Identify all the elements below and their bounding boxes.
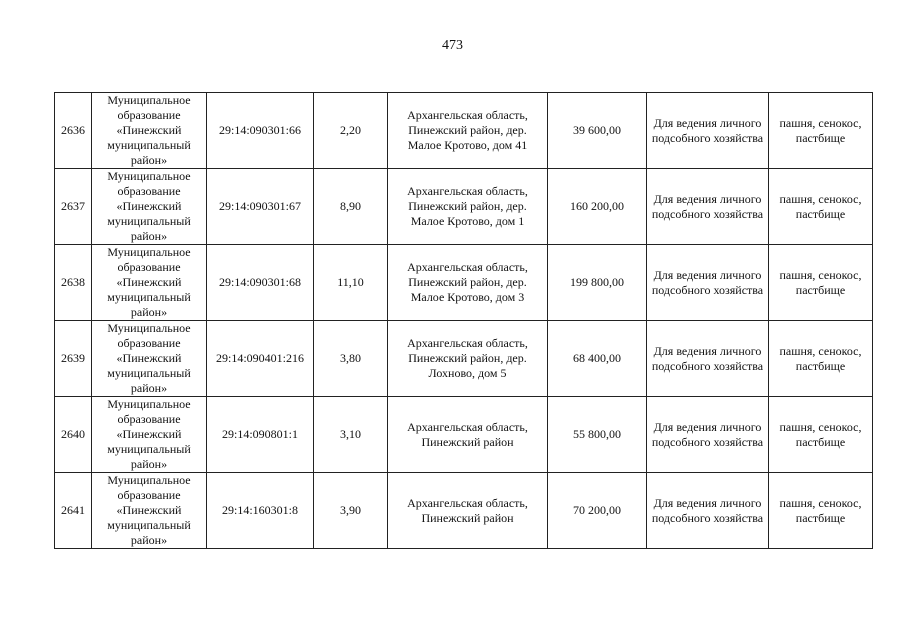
permitted-use-cell: Для ведения личного подсобного хозяйства xyxy=(647,93,769,169)
permitted-use-cell: Для ведения личного подсобного хозяйства xyxy=(647,245,769,321)
page-number: 473 xyxy=(442,38,463,53)
table-row xyxy=(55,397,873,473)
area-cell: 8,90 xyxy=(314,169,388,245)
land-type-cell: пашня, сенокос, пастбище xyxy=(769,169,873,245)
price-cell: 160 200,00 xyxy=(548,169,647,245)
address-cell: Архангельская область, Пинежский район, дер. Лохново, дом 5 xyxy=(388,321,548,397)
row-number: 2638 xyxy=(55,245,92,321)
cadastral-number-cell: 29:14:090801:1 xyxy=(207,397,314,473)
land-type-cell: пашня, сенокос, пастбище xyxy=(769,473,873,549)
owner-cell: Муниципальное образование «Пинежский муниципальный район» xyxy=(92,397,207,473)
owner-cell: Муниципальное образование «Пинежский муниципальный район» xyxy=(92,245,207,321)
address-cell: Архангельская область, Пинежский район xyxy=(388,397,548,473)
owner-cell: Муниципальное образование «Пинежский муниципальный район» xyxy=(92,473,207,549)
price-cell: 39 600,00 xyxy=(548,93,647,169)
land-type-cell: пашня, сенокос, пастбище xyxy=(769,321,873,397)
address-cell: Архангельская область, Пинежский район, дер. Малое Кротово, дом 1 xyxy=(388,169,548,245)
land-type-cell: пашня, сенокос, пастбище xyxy=(769,397,873,473)
cadastral-number-cell: 29:14:090301:68 xyxy=(207,245,314,321)
owner-cell: Муниципальное образование «Пинежский муниципальный район» xyxy=(92,93,207,169)
owner-cell: Муниципальное образование «Пинежский муниципальный район» xyxy=(92,321,207,397)
row-number: 2639 xyxy=(55,321,92,397)
permitted-use-cell: Для ведения личного подсобного хозяйства xyxy=(647,473,769,549)
land-registry-table xyxy=(54,92,873,549)
permitted-use-cell: Для ведения личного подсобного хозяйства xyxy=(647,169,769,245)
land-type-cell: пашня, сенокос, пастбище xyxy=(769,245,873,321)
cadastral-number-cell: 29:14:090401:216 xyxy=(207,321,314,397)
address-cell: Архангельская область, Пинежский район xyxy=(388,473,548,549)
address-cell: Архангельская область, Пинежский район, дер. Малое Кротово, дом 3 xyxy=(388,245,548,321)
price-cell: 70 200,00 xyxy=(548,473,647,549)
area-cell: 11,10 xyxy=(314,245,388,321)
row-number: 2636 xyxy=(55,93,92,169)
area-cell: 3,10 xyxy=(314,397,388,473)
owner-cell: Муниципальное образование «Пинежский муниципальный район» xyxy=(92,169,207,245)
permitted-use-cell: Для ведения личного подсобного хозяйства xyxy=(647,321,769,397)
row-number: 2637 xyxy=(55,169,92,245)
price-cell: 55 800,00 xyxy=(548,397,647,473)
table-row xyxy=(55,93,873,169)
row-number: 2640 xyxy=(55,397,92,473)
table-row xyxy=(55,245,873,321)
area-cell: 3,80 xyxy=(314,321,388,397)
price-cell: 68 400,00 xyxy=(548,321,647,397)
cadastral-number-cell: 29:14:090301:66 xyxy=(207,93,314,169)
price-cell: 199 800,00 xyxy=(548,245,647,321)
permitted-use-cell: Для ведения личного подсобного хозяйства xyxy=(647,397,769,473)
cadastral-number-cell: 29:14:090301:67 xyxy=(207,169,314,245)
row-number: 2641 xyxy=(55,473,92,549)
address-cell: Архангельская область, Пинежский район, дер. Малое Кротово, дом 41 xyxy=(388,93,548,169)
area-cell: 2,20 xyxy=(314,93,388,169)
table-row xyxy=(55,169,873,245)
cadastral-number-cell: 29:14:160301:8 xyxy=(207,473,314,549)
area-cell: 3,90 xyxy=(314,473,388,549)
land-type-cell: пашня, сенокос, пастбище xyxy=(769,93,873,169)
table-row xyxy=(55,321,873,397)
table-row xyxy=(55,473,873,549)
